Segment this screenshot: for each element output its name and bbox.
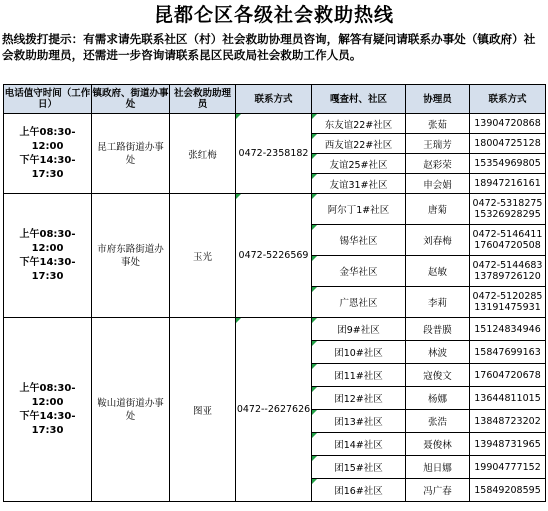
coordinator-phone-cell (470, 341, 546, 364)
duty-time-cell (4, 318, 92, 502)
duty-am: 上午08:30-12:00 (19, 228, 76, 254)
coordinator-phone-cell (470, 256, 546, 287)
header-community: 嘎查村、社区 (312, 85, 406, 114)
community-cell: 友谊25#社区 (312, 154, 406, 174)
phone-number: 0472-5146411 (472, 229, 543, 240)
community-cell: 团9#社区 (312, 318, 406, 341)
phone-number: 13904720868 (474, 118, 541, 129)
duty-am: 上午08:30-12:00 (19, 382, 76, 408)
coordinator-phone-cell (470, 174, 546, 194)
duty-pm: 下午14:30-17:30 (19, 154, 76, 180)
community-cell: 团13#社区 (312, 410, 406, 433)
phone-number: 0472-5120285 (472, 291, 543, 302)
hotline-notice: 热线拨打提示：有需求请先联系社区（村）社会救助协理员咨询，解答有疑问请联系办事处（镇政府）社会救助助理员，还需进一步咨询请联系昆区民政局社会救助工作人员。 (2, 32, 536, 62)
coordinator-phone-cell (470, 225, 546, 256)
coordinator-phone-cell (470, 194, 546, 225)
assistant-cell: 图亚 (170, 318, 236, 502)
phone-number: 17604720508 (474, 240, 541, 251)
table-row (4, 194, 546, 225)
community-cell: 团16#社区 (312, 479, 406, 502)
coordinator-phone-cell (470, 114, 546, 134)
community-cell: 广恩社区 (312, 287, 406, 318)
community-cell: 锡华社区 (312, 225, 406, 256)
office-cell: 市府东路街道办事处 (92, 194, 170, 318)
header-contact-2: 联系方式 (470, 85, 546, 114)
office-cell: 鞍山道街道办事处 (92, 318, 170, 502)
table-header-row (4, 85, 546, 114)
phone-number: 18947216161 (474, 178, 541, 189)
coordinator-phone-cell (470, 364, 546, 387)
coordinator-phone-cell (470, 287, 546, 318)
table-row (4, 318, 546, 341)
duty-pm: 下午14:30-17:30 (19, 410, 76, 436)
coordinator-phone-cell (470, 154, 546, 174)
coordinator-phone-cell (470, 456, 546, 479)
coordinator-cell: 王瑞芳 (406, 134, 470, 154)
assistant-phone-cell: 0472--2627626 (236, 318, 312, 502)
phone-number: 13848723202 (474, 415, 541, 427)
coordinator-cell: 赵敏 (406, 256, 470, 287)
coordinator-cell: 申会娟 (406, 174, 470, 194)
header-coordinator: 协理员 (406, 85, 470, 114)
community-cell: 东友谊22#社区 (312, 114, 406, 134)
phone-number: 15849208595 (474, 484, 541, 496)
community-cell: 金华社区 (312, 256, 406, 287)
phone-number: 15847699163 (474, 346, 541, 358)
assistant-phone-cell: 0472-5226569 (236, 194, 312, 318)
community-cell: 友谊31#社区 (312, 174, 406, 194)
community-cell: 团10#社区 (312, 341, 406, 364)
coordinator-cell: 杨娜 (406, 387, 470, 410)
phone-number: 18004725128 (474, 138, 541, 149)
coordinator-cell: 林波 (406, 341, 470, 364)
page-title: 昆都仑区各级社会救助热线 (153, 4, 394, 26)
duty-am: 上午08:30-12:00 (19, 126, 76, 152)
header-contact: 联系方式 (236, 85, 312, 114)
phone-number: 13644811015 (474, 392, 541, 404)
duty-pm: 下午14:30-17:30 (19, 256, 76, 282)
phone-number: 13789726120 (474, 271, 541, 282)
coordinator-cell: 李莉 (406, 287, 470, 318)
community-cell: 团12#社区 (312, 387, 406, 410)
coordinator-cell: 张茹 (406, 114, 470, 134)
coordinator-phone-cell (470, 433, 546, 456)
coordinator-cell: 寇俊文 (406, 364, 470, 387)
coordinator-cell: 赵彩荣 (406, 154, 470, 174)
header-assistant: 社会救助助理员 (170, 85, 236, 114)
phone-number: 19904777152 (474, 461, 541, 473)
phone-number: 15326928295 (474, 209, 541, 220)
community-cell: 团14#社区 (312, 433, 406, 456)
coordinator-cell: 旭日娜 (406, 456, 470, 479)
coordinator-phone-cell (470, 134, 546, 154)
community-cell: 西友谊22#社区 (312, 134, 406, 154)
coordinator-phone-cell (470, 318, 546, 341)
hotline-table (3, 84, 546, 502)
community-cell: 团15#社区 (312, 456, 406, 479)
office-cell: 昆工路街道办事处 (92, 114, 170, 194)
coordinator-cell: 张浩 (406, 410, 470, 433)
phone-number: 13191475931 (474, 302, 541, 313)
coordinator-cell: 冯广春 (406, 479, 470, 502)
assistant-phone-cell: 0472-2358182 (236, 114, 312, 194)
coordinator-cell: 刘春梅 (406, 225, 470, 256)
phone-number: 15354969805 (474, 158, 541, 169)
coordinator-cell: 唐菊 (406, 194, 470, 225)
header-office: 镇政府、街道办事处 (92, 85, 170, 114)
phone-number: 13948731965 (474, 438, 541, 450)
table-row (4, 114, 546, 134)
community-cell: 阿尔丁1#社区 (312, 194, 406, 225)
phone-number: 0472-5144683 (472, 260, 543, 271)
coordinator-phone-cell (470, 387, 546, 410)
phone-number: 0472-5318275 (472, 198, 543, 209)
coordinator-phone-cell (470, 479, 546, 502)
header-duty-time: 电话值守时间（工作日） (4, 85, 92, 114)
phone-number: 15124834946 (474, 323, 541, 335)
coordinator-cell: 段普膜 (406, 318, 470, 341)
duty-time-cell (4, 114, 92, 194)
duty-time-cell (4, 194, 92, 318)
coordinator-cell: 聂俊林 (406, 433, 470, 456)
assistant-cell: 玉光 (170, 194, 236, 318)
coordinator-phone-cell (470, 410, 546, 433)
assistant-cell: 张红梅 (170, 114, 236, 194)
community-cell: 团11#社区 (312, 364, 406, 387)
phone-number: 17604720678 (474, 369, 541, 381)
